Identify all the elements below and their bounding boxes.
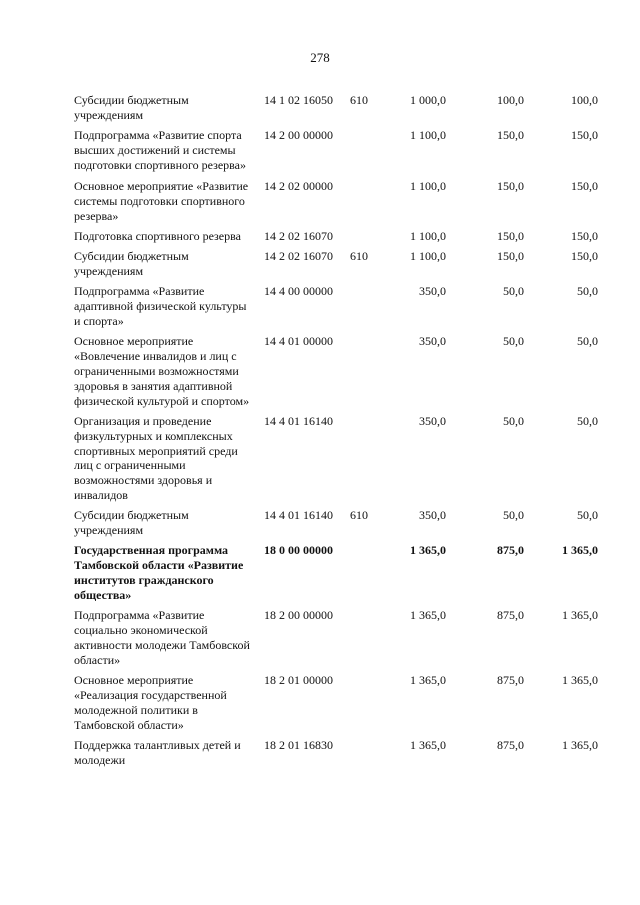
table-row xyxy=(74,414,614,503)
row-value-2: 875,0 xyxy=(497,543,524,558)
row-value-3: 1 365,0 xyxy=(562,737,598,752)
row-name: Основное мероприятие «Вовлечение инвалидов и лиц с ограниченными возможностями здоровья в занятия адаптивной физической культурой и спортом» xyxy=(74,334,250,408)
row-code: 14 4 01 16140 xyxy=(264,508,333,523)
row-code: 18 2 00 00000 xyxy=(264,608,333,623)
row-name: Подпрограмма «Развитие социально экономической активности молодежи Тамбовской области» xyxy=(74,608,250,667)
row-code: 14 4 01 16140 xyxy=(264,413,333,428)
row-value-3: 150,0 xyxy=(571,179,598,194)
row-value-1: 1 000,0 xyxy=(410,93,446,108)
row-code: 14 4 01 00000 xyxy=(264,334,333,348)
row-name: Подготовка спортивного резерва xyxy=(74,229,241,243)
row-value-3: 50,0 xyxy=(577,413,598,428)
row-value-3: 50,0 xyxy=(577,508,598,523)
row-name: Государственная программа Тамбовской области «Развитие институтов гражданского общества» xyxy=(74,543,244,603)
row-value-2: 50,0 xyxy=(503,508,524,523)
row-value-3: 100,0 xyxy=(571,93,598,108)
row-name: Основное мероприятие «Развитие системы подготовки спортивного резерва» xyxy=(74,179,249,223)
row-value-1: 1 100,0 xyxy=(410,128,446,143)
row-value-1: 1 365,0 xyxy=(410,608,446,623)
table-row xyxy=(74,508,614,538)
row-value-3: 1 365,0 xyxy=(562,543,598,558)
row-value-1: 1 100,0 xyxy=(410,179,446,194)
row-name: Основное мероприятие «Реализация государственной молодежной политики в Тамбовской области» xyxy=(74,672,227,732)
row-code: 14 4 00 00000 xyxy=(264,284,333,299)
row-name: Подпрограмма «Развитие спорта высших достижений и системы подготовки спортивного резерва» xyxy=(74,128,246,172)
table-row xyxy=(74,249,614,279)
row-value-2: 150,0 xyxy=(497,128,524,143)
row-value-1: 350,0 xyxy=(419,508,446,523)
table-row xyxy=(74,738,614,768)
row-value-2: 150,0 xyxy=(497,229,524,243)
row-value-1: 350,0 xyxy=(419,284,446,299)
table-row xyxy=(74,673,614,733)
row-expense-type: 610 xyxy=(350,93,368,108)
row-value-1: 350,0 xyxy=(419,413,446,428)
row-name: Поддержка талантливых детей и молодежи xyxy=(74,737,241,767)
row-value-1: 1 100,0 xyxy=(410,229,446,243)
row-value-3: 50,0 xyxy=(577,284,598,299)
row-value-2: 875,0 xyxy=(497,672,524,687)
row-value-3: 1 365,0 xyxy=(562,608,598,623)
table-row xyxy=(74,608,614,668)
row-name: Субсидии бюджетным учреждениям xyxy=(74,508,189,538)
row-code: 14 2 02 00000 xyxy=(264,179,333,194)
row-value-1: 1 100,0 xyxy=(410,249,446,264)
row-name: Организация и проведение физкультурных и комплексных спортивных мероприятий среди лиц с ограниченными возможностями здоровья и инвалидов xyxy=(74,413,238,503)
row-code: 18 2 01 16830 xyxy=(264,737,333,752)
table-row xyxy=(74,334,614,409)
row-value-3: 1 365,0 xyxy=(562,672,598,687)
page-number: 278 xyxy=(310,50,330,65)
row-value-1: 350,0 xyxy=(419,334,446,348)
row-code: 14 2 00 00000 xyxy=(264,128,333,143)
row-value-3: 150,0 xyxy=(571,229,598,243)
row-name: Субсидии бюджетным учреждениям xyxy=(74,249,189,278)
row-value-2: 150,0 xyxy=(497,179,524,194)
row-value-1: 1 365,0 xyxy=(410,737,446,752)
row-value-2: 50,0 xyxy=(503,413,524,428)
row-expense-type: 610 xyxy=(350,249,368,264)
row-value-2: 50,0 xyxy=(503,284,524,299)
row-expense-type: 610 xyxy=(350,508,368,523)
table-row xyxy=(74,93,614,123)
row-value-3: 150,0 xyxy=(571,128,598,143)
table-row xyxy=(74,543,614,603)
row-code: 14 1 02 16050 xyxy=(264,93,333,108)
row-value-2: 875,0 xyxy=(497,608,524,623)
row-value-3: 150,0 xyxy=(571,249,598,264)
row-code: 18 2 01 00000 xyxy=(264,672,333,687)
row-code: 14 2 02 16070 xyxy=(264,229,333,243)
row-name: Подпрограмма «Развитие адаптивной физической культуры и спорта» xyxy=(74,284,247,328)
row-value-1: 1 365,0 xyxy=(410,543,446,558)
row-value-3: 50,0 xyxy=(577,334,598,348)
table-row xyxy=(74,179,614,224)
table-row xyxy=(74,229,614,244)
row-code: 14 2 02 16070 xyxy=(264,249,333,264)
row-value-2: 100,0 xyxy=(497,93,524,108)
row-value-2: 50,0 xyxy=(503,334,524,348)
row-code: 18 0 00 00000 xyxy=(264,543,333,558)
table-row xyxy=(74,284,614,329)
budget-table xyxy=(74,88,614,768)
row-value-1: 1 365,0 xyxy=(410,672,446,687)
table-row xyxy=(74,128,614,173)
row-value-2: 150,0 xyxy=(497,249,524,264)
row-value-2: 875,0 xyxy=(497,737,524,752)
row-name: Субсидии бюджетным учреждениям xyxy=(74,93,189,123)
